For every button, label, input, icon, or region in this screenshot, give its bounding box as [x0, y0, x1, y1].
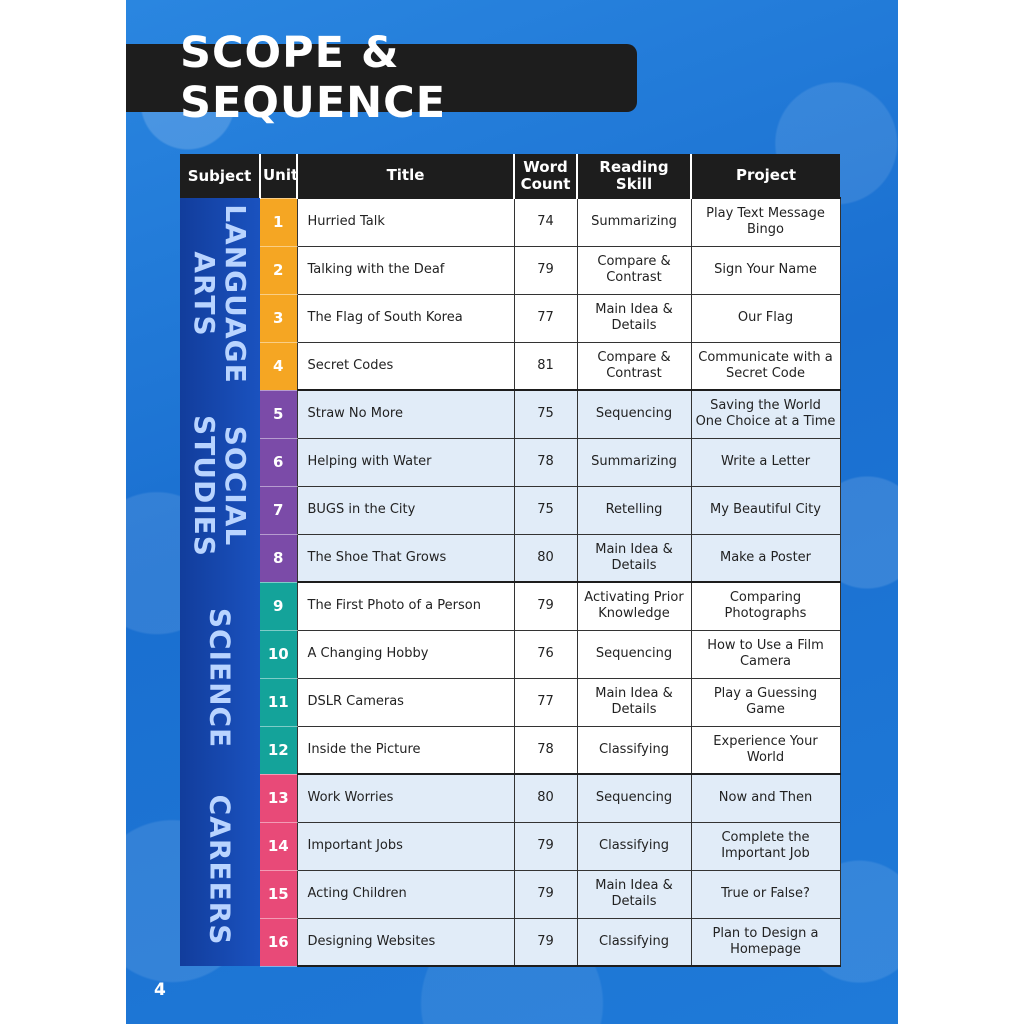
word-count: 75: [514, 390, 577, 438]
table-row: [180, 822, 840, 870]
reading-skill: Classifying: [577, 822, 691, 870]
project: Play Text Message Bingo: [691, 198, 840, 246]
header-unit: Unit: [260, 154, 297, 198]
project: Experience Your World: [691, 726, 840, 774]
table-row: [180, 342, 840, 390]
project: Our Flag: [691, 294, 840, 342]
lesson-title: DSLR Cameras: [297, 678, 514, 726]
word-count: 79: [514, 582, 577, 630]
word-count: 76: [514, 630, 577, 678]
header-word-count: Word Count: [514, 154, 577, 198]
lesson-title: Hurried Talk: [297, 198, 514, 246]
lesson-title: Secret Codes: [297, 342, 514, 390]
project: Saving the World One Choice at a Time: [691, 390, 840, 438]
reading-skill: Sequencing: [577, 774, 691, 822]
word-count: 80: [514, 534, 577, 582]
header-subject: Subject: [180, 154, 260, 198]
subject-label: CAREERS: [203, 794, 237, 946]
unit-number: 7: [260, 486, 297, 534]
lesson-title: The Shoe That Grows: [297, 534, 514, 582]
unit-number: 2: [260, 246, 297, 294]
subject-language-arts: [180, 198, 260, 390]
lesson-title: Work Worries: [297, 774, 514, 822]
page: [126, 0, 898, 1024]
subject-label: SOCIAL STUDIES: [188, 415, 252, 557]
project: Write a Letter: [691, 438, 840, 486]
header-title: Title: [297, 154, 514, 198]
word-count: 77: [514, 294, 577, 342]
word-count: 79: [514, 246, 577, 294]
unit-number: 5: [260, 390, 297, 438]
word-count: 79: [514, 870, 577, 918]
reading-skill: Classifying: [577, 918, 691, 966]
word-count: 79: [514, 918, 577, 966]
unit-number: 11: [260, 678, 297, 726]
unit-number: 15: [260, 870, 297, 918]
word-count: 77: [514, 678, 577, 726]
page-title: SCOPE & SEQUENCE: [180, 28, 447, 128]
lesson-title: Important Jobs: [297, 822, 514, 870]
reading-skill: Main Idea & Details: [577, 870, 691, 918]
word-count: 75: [514, 486, 577, 534]
lesson-title: The First Photo of a Person: [297, 582, 514, 630]
unit-number: 1: [260, 198, 297, 246]
reading-skill: Main Idea & Details: [577, 294, 691, 342]
table-row: [180, 582, 840, 630]
lesson-title: Designing Websites: [297, 918, 514, 966]
header-reading-skill: Reading Skill: [577, 154, 691, 198]
word-count: 81: [514, 342, 577, 390]
table-row: [180, 438, 840, 486]
table-row: [180, 678, 840, 726]
lesson-title: Acting Children: [297, 870, 514, 918]
unit-number: 4: [260, 342, 297, 390]
unit-number: 9: [260, 582, 297, 630]
table-row: [180, 294, 840, 342]
word-count: 74: [514, 198, 577, 246]
title-banner: [126, 28, 637, 128]
subject-social-studies: [180, 390, 260, 582]
unit-number: 8: [260, 534, 297, 582]
reading-skill: Compare & Contrast: [577, 342, 691, 390]
lesson-title: The Flag of South Korea: [297, 294, 514, 342]
table-row: [180, 246, 840, 294]
project: Communicate with a Secret Code: [691, 342, 840, 390]
reading-skill: Sequencing: [577, 630, 691, 678]
project: Comparing Photographs: [691, 582, 840, 630]
table-row: [180, 198, 840, 246]
reading-skill: Compare & Contrast: [577, 246, 691, 294]
unit-number: 13: [260, 774, 297, 822]
project: Now and Then: [691, 774, 840, 822]
table-row: [180, 486, 840, 534]
table-header-row: [180, 154, 840, 198]
unit-number: 10: [260, 630, 297, 678]
table-row: [180, 774, 840, 822]
project: Plan to Design a Homepage: [691, 918, 840, 966]
reading-skill: Sequencing: [577, 390, 691, 438]
table-body: [180, 198, 840, 966]
project: How to Use a Film Camera: [691, 630, 840, 678]
reading-skill: Main Idea & Details: [577, 534, 691, 582]
header-project: Project: [691, 154, 840, 198]
lesson-title: BUGS in the City: [297, 486, 514, 534]
subject-science: [180, 582, 260, 774]
project: Make a Poster: [691, 534, 840, 582]
project: Complete the Important Job: [691, 822, 840, 870]
lesson-title: A Changing Hobby: [297, 630, 514, 678]
scope-sequence-table: [180, 154, 841, 967]
unit-number: 12: [260, 726, 297, 774]
subject-label: SCIENCE: [203, 607, 237, 749]
subject-label: LANGUAGE ARTS: [188, 204, 252, 384]
lesson-title: Straw No More: [297, 390, 514, 438]
reading-skill: Activating Prior Knowledge: [577, 582, 691, 630]
unit-number: 3: [260, 294, 297, 342]
word-count: 80: [514, 774, 577, 822]
word-count: 79: [514, 822, 577, 870]
page-number: 4: [154, 980, 166, 1000]
table-row: [180, 534, 840, 582]
reading-skill: Main Idea & Details: [577, 678, 691, 726]
word-count: 78: [514, 438, 577, 486]
lesson-title: Inside the Picture: [297, 726, 514, 774]
project: True or False?: [691, 870, 840, 918]
reading-skill: Retelling: [577, 486, 691, 534]
unit-number: 14: [260, 822, 297, 870]
lesson-title: Helping with Water: [297, 438, 514, 486]
table-row: [180, 918, 840, 966]
word-count: 78: [514, 726, 577, 774]
table-row: [180, 870, 840, 918]
reading-skill: Classifying: [577, 726, 691, 774]
table-row: [180, 390, 840, 438]
reading-skill: Summarizing: [577, 438, 691, 486]
table-row: [180, 726, 840, 774]
reading-skill: Summarizing: [577, 198, 691, 246]
project: My Beautiful City: [691, 486, 840, 534]
project: Play a Guessing Game: [691, 678, 840, 726]
unit-number: 6: [260, 438, 297, 486]
unit-number: 16: [260, 918, 297, 966]
lesson-title: Talking with the Deaf: [297, 246, 514, 294]
subject-careers: [180, 774, 260, 966]
project: Sign Your Name: [691, 246, 840, 294]
table-row: [180, 630, 840, 678]
